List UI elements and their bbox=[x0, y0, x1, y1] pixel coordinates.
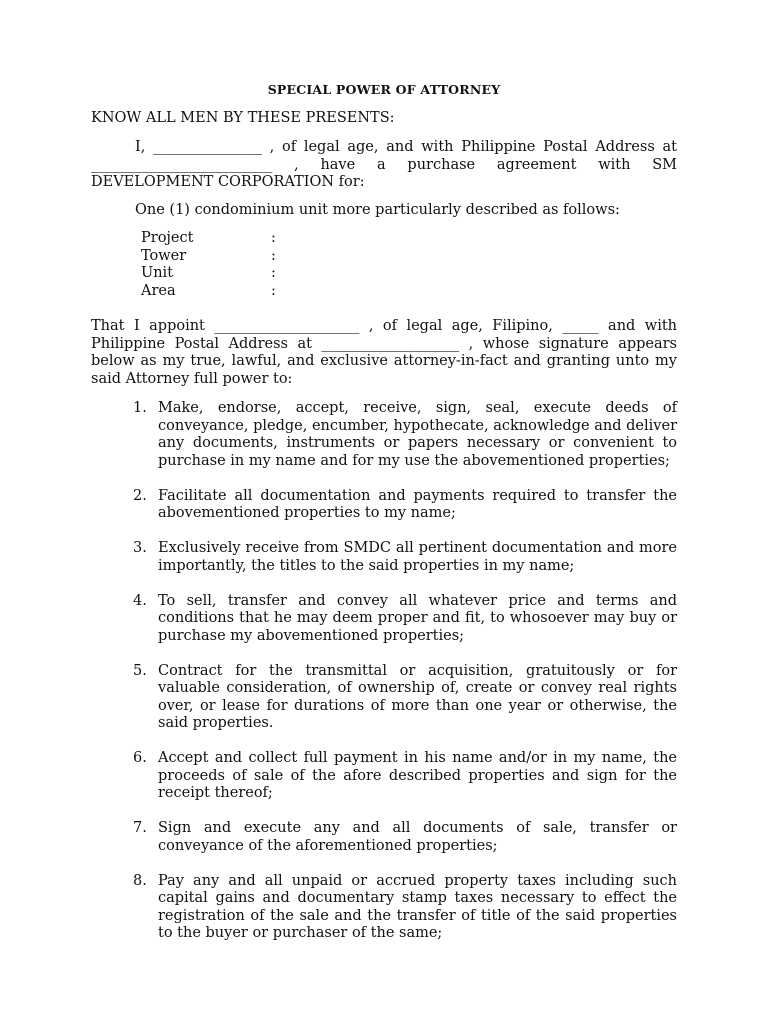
property-colon: : bbox=[271, 247, 276, 264]
power-number: 1. bbox=[133, 400, 147, 416]
property-row-project bbox=[141, 230, 341, 248]
power-item-8 bbox=[133, 873, 677, 943]
property-colon: : bbox=[271, 265, 276, 281]
unit-description-paragraph: One (1) condominium unit more particularly described as follows: bbox=[135, 202, 620, 218]
property-colon: : bbox=[271, 230, 276, 246]
property-label: Project bbox=[141, 230, 194, 246]
property-label: Area bbox=[141, 282, 176, 299]
power-number: 8. bbox=[133, 872, 147, 889]
power-item-7 bbox=[133, 820, 677, 855]
power-text: Contract for the transmittal or acquisition, gratuitously or for valuable consideration, of ownership of, create or convey real rights over, or lease for durations of more than one year or otherwise, the said properties. bbox=[158, 662, 677, 731]
power-number: 2. bbox=[133, 487, 147, 504]
power-text: Accept and collect full payment in his name and/or in my name, the proceeds of sale of the afore described properties and sign for the receipt thereof; bbox=[158, 750, 677, 801]
power-number: 3. bbox=[133, 540, 147, 556]
power-item-1 bbox=[133, 400, 677, 470]
property-row-tower bbox=[141, 248, 341, 266]
power-number: 7. bbox=[133, 820, 147, 836]
powers-list bbox=[133, 400, 677, 960]
property-colon: : bbox=[271, 282, 276, 299]
power-item-5 bbox=[133, 663, 677, 733]
power-number: 5. bbox=[133, 662, 147, 679]
power-item-3 bbox=[133, 540, 677, 575]
power-number: 4. bbox=[133, 592, 147, 609]
power-text: Make, endorse, accept, receive, sign, seal, execute deeds of conveyance, pledge, encumber, hypothecate, acknowledge and deliver any documents, instruments or papers necessary or convenient to purchase in my name and for my use the abovementioned properties; bbox=[158, 400, 677, 469]
property-label: Tower bbox=[141, 247, 187, 264]
power-text: Sign and execute any and all documents of sale, transfer or conveyance of the aforementioned properties; bbox=[158, 820, 677, 854]
power-item-2 bbox=[133, 488, 677, 523]
power-text: To sell, transfer and convey all whatever price and terms and conditions that he may deem proper and fit, to whosoever may buy or purchase my abovementioned properties; bbox=[158, 592, 677, 644]
appointment-paragraph: That I appoint ____________________ , of legal age, Filipino, _____ and with Philippine Postal Address at ___________________ , whose signature appears below as my true, lawful, and exclusive attorney-in-fact and granting unto my said Attorney full power to: bbox=[91, 318, 677, 387]
property-details bbox=[141, 230, 341, 300]
power-item-4 bbox=[133, 593, 677, 646]
intro-line: KNOW ALL MEN BY THESE PRESENTS: bbox=[91, 110, 395, 126]
power-text: Pay any and all unpaid or accrued property taxes including such capital gains and documentary stamp taxes necessary to effect the registration of the sale and the transfer of title of the said properties to the buyer or purchaser of the same; bbox=[158, 872, 677, 941]
power-item-6 bbox=[133, 750, 677, 803]
principal-paragraph: I, _______________ , of legal age, and with Philippine Postal Address at _________________________ , have a purchase agreement with SM DEVELOPMENT CORPORATION for: bbox=[91, 139, 677, 190]
property-row-area bbox=[141, 283, 341, 301]
power-text: Facilitate all documentation and payments required to transfer the abovementioned properties to my name; bbox=[158, 487, 677, 521]
power-text: Exclusively receive from SMDC all pertinent documentation and more importantly, the titles to the said properties in my name; bbox=[158, 540, 677, 574]
document-title: SPECIAL POWER OF ATTORNEY bbox=[267, 82, 501, 97]
power-number: 6. bbox=[133, 750, 147, 766]
property-label: Unit bbox=[141, 265, 174, 281]
property-row-unit bbox=[141, 265, 341, 283]
